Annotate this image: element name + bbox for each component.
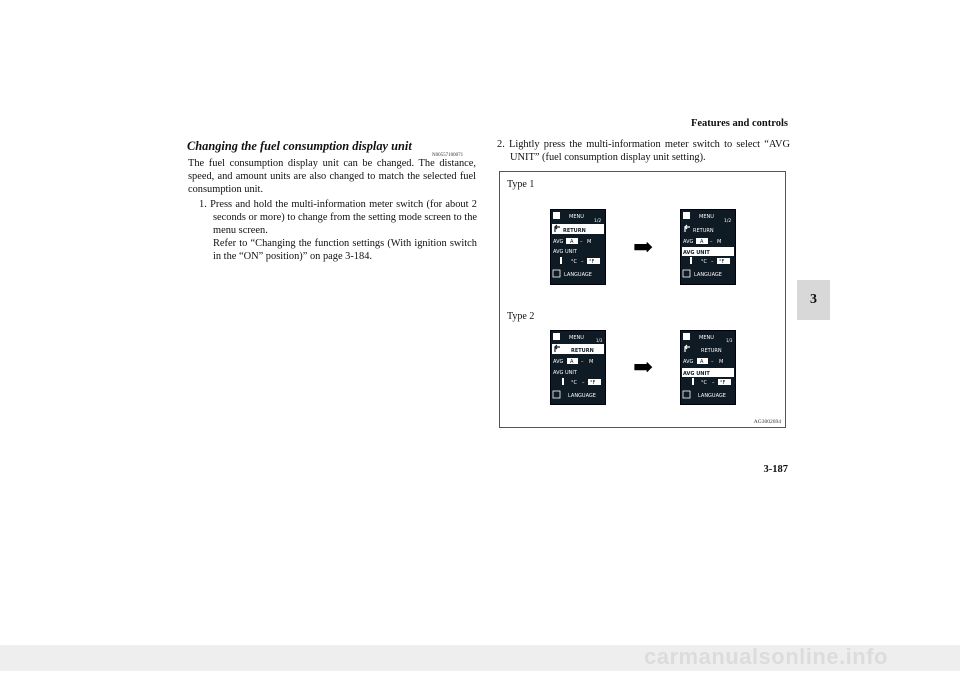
svg-text:LANGUAGE: LANGUAGE — [698, 393, 726, 399]
svg-text:AVG: AVG — [553, 359, 564, 365]
svg-text:–: – — [581, 359, 584, 365]
svg-text:1/2: 1/2 — [724, 219, 732, 224]
deg-c: °C — [571, 259, 577, 265]
svg-text:°C: °C — [571, 380, 577, 386]
section-title: Features and controls — [690, 118, 788, 129]
menu-page: 1/2 — [594, 219, 602, 224]
svg-text:AVG: AVG — [683, 239, 694, 245]
step-2-text: 2. Lightly press the multi-information meter switch to select “AVG UNIT” (fuel consumption display unit setting). — [497, 139, 790, 163]
svg-text:–: – — [580, 239, 583, 245]
svg-text:MENU: MENU — [699, 214, 714, 220]
language-icon — [683, 391, 690, 398]
svg-text:–: – — [712, 380, 715, 386]
section-code: N00557100071 — [432, 153, 464, 158]
avg-label: AVG — [553, 239, 564, 245]
thermometer-icon — [562, 378, 564, 385]
svg-text:1/3: 1/3 — [726, 338, 733, 343]
svg-text:A: A — [700, 239, 704, 245]
svg-text:LANGUAGE: LANGUAGE — [694, 272, 722, 278]
page-number: 3-187 — [763, 464, 788, 475]
right-arrow-icon: ➡ — [633, 235, 654, 261]
svg-text:A: A — [700, 359, 704, 365]
menu-icon — [553, 333, 560, 340]
thermometer-icon — [692, 378, 694, 385]
thermometer-icon — [560, 257, 562, 264]
language-icon — [683, 270, 690, 277]
step-1-text: 1. Press and hold the multi-information meter switch (for about 2 seconds or more) to change from the setting mode screen to the menu screen. — [199, 199, 477, 236]
svg-text:AVG: AVG — [683, 359, 694, 365]
svg-text:°C: °C — [701, 259, 707, 265]
figure-id: AG3002694 — [753, 419, 781, 425]
svg-text:RETURN: RETURN — [693, 228, 714, 234]
type1-screen-before — [550, 209, 606, 285]
avg-unit-label: AVG UNIT — [553, 249, 577, 255]
step-2 — [497, 139, 790, 165]
avg-m: M — [587, 239, 592, 245]
svg-text:RETURN: RETURN — [571, 348, 594, 354]
svg-text:M: M — [717, 239, 722, 245]
svg-text:°F: °F — [719, 259, 725, 265]
svg-text:–: – — [581, 259, 584, 265]
svg-text:1/3: 1/3 — [596, 338, 603, 343]
svg-text:RETURN: RETURN — [701, 348, 722, 354]
return-icon — [685, 225, 690, 232]
section-heading: Changing the fuel consumption display unit — [187, 139, 412, 153]
svg-text:AVG UNIT: AVG UNIT — [683, 250, 710, 256]
menu-icon — [683, 212, 690, 219]
watermark-text: carmanualsonline.info — [644, 644, 888, 669]
language-icon — [553, 391, 560, 398]
svg-text:–: – — [711, 359, 714, 365]
step-1 — [199, 199, 477, 238]
svg-text:M: M — [719, 359, 724, 365]
svg-text:MENU: MENU — [569, 335, 584, 341]
chapter-tab-number: 3 — [810, 292, 817, 307]
svg-text:–: – — [710, 239, 713, 245]
return-label: RETURN — [563, 228, 586, 234]
svg-text:AVG UNIT: AVG UNIT — [553, 370, 577, 376]
type-2-label: Type 2 — [507, 311, 535, 322]
intro-paragraph: The fuel consumption display unit can be changed. The distance, speed, and amount units are also changed to match the selected fuel consumption unit. — [188, 158, 476, 195]
figure-box — [499, 171, 786, 428]
svg-text:LANGUAGE: LANGUAGE — [568, 393, 596, 399]
language-icon — [553, 270, 560, 277]
type-1-label: Type 1 — [507, 179, 535, 190]
watermark-bar — [0, 645, 960, 671]
svg-text:–: – — [582, 380, 585, 386]
return-icon — [685, 345, 690, 352]
type2-screen-after — [680, 330, 736, 405]
menu-title: MENU — [569, 214, 584, 220]
right-arrow-icon: ➡ — [633, 355, 654, 381]
menu-icon — [683, 333, 690, 340]
svg-text:AVG UNIT: AVG UNIT — [683, 371, 710, 377]
step-1-reference: Refer to “Changing the function settings (With ignition switch in the “ON” position)” on page 3-184. — [213, 238, 477, 262]
chapter-tab — [797, 280, 830, 320]
svg-text:–: – — [711, 259, 714, 265]
deg-f: °F — [589, 259, 595, 265]
svg-text:M: M — [589, 359, 594, 365]
svg-text:A: A — [570, 359, 574, 365]
thermometer-icon — [690, 257, 692, 264]
svg-text:°C: °C — [701, 380, 707, 386]
type1-screen-after — [680, 209, 736, 285]
type2-screen-before — [550, 330, 606, 405]
svg-text:°F: °F — [590, 380, 596, 386]
avg-value: A — [570, 239, 574, 245]
svg-text:°F: °F — [720, 380, 726, 386]
svg-text:MENU: MENU — [699, 335, 714, 341]
menu-icon — [553, 212, 560, 219]
language-label: LANGUAGE — [564, 272, 592, 278]
